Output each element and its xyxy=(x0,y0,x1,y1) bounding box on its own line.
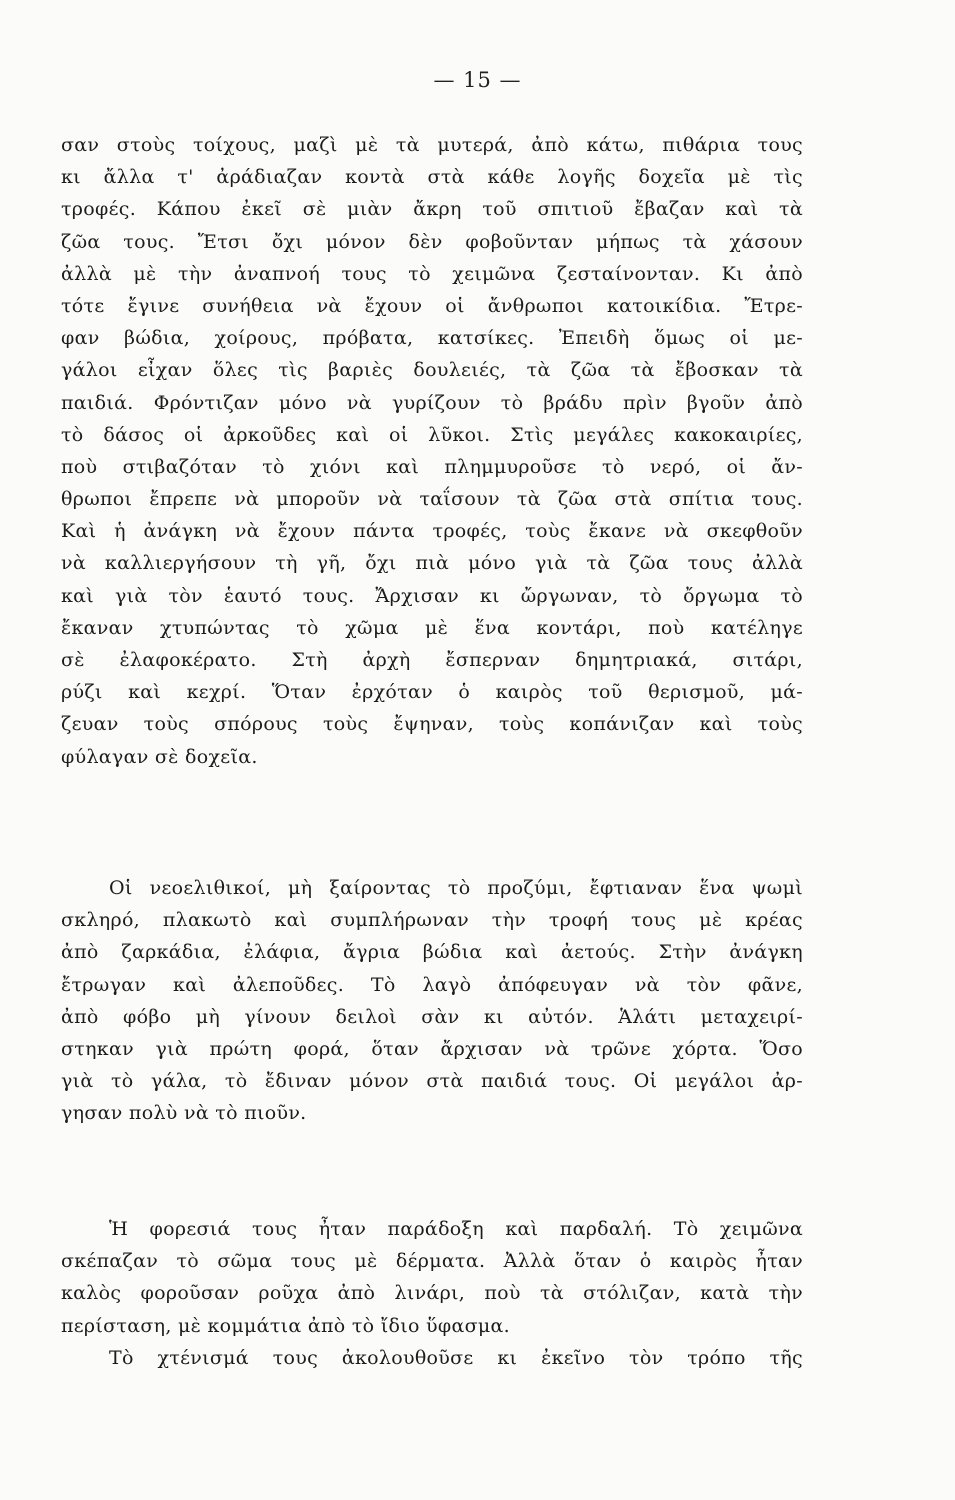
text-line: τροφές. Κάπου ἐκεῖ σὲ μιὰν ἄκρη τοῦ σπιτιοῦ ἔβαζαν καὶ τὰ xyxy=(61,198,803,221)
text-line: τότε ἔγινε συνήθεια νὰ ἔχουν οἱ ἄνθρωποι κατοικίδια. Ἔτρε- xyxy=(61,294,803,317)
text-line: παιδιά. Φρόντιζαν μόνο νὰ γυρίζουν τὸ βράδυ πρὶν βγοῦν ἀπὸ xyxy=(61,391,803,414)
text-line: ἔκαναν χτυπώντας τὸ χῶμα μὲ ἕνα κοντάρι, ποὺ κατέληγε xyxy=(61,616,803,639)
text-line: ρύζι καὶ κεχρί. Ὅταν ἐρχόταν ὁ καιρὸς τοῦ θερισμοῦ, μά- xyxy=(61,681,803,704)
text-line: ποὺ στιβαζόταν τὸ χιόνι καὶ πλημμυροῦσε τὸ νερό, οἱ ἄν- xyxy=(61,455,803,478)
text-line: σαν στοὺς τοίχους, μαζὶ μὲ τὰ μυτερά, ἀπὸ κάτω, πιθάρια τους xyxy=(61,134,803,156)
paragraph-3 xyxy=(61,1213,803,1374)
text-line: ἀλλὰ μὲ τὴν ἀναπνοή τους τὸ χειμῶνα ζεσταίνονταν. Κι ἀπὸ xyxy=(61,262,803,285)
text-line: σκληρό, πλακωτὸ καὶ συμπλήρωναν τὴν τροφή τους μὲ κρέας xyxy=(61,909,803,932)
paragraph-1 xyxy=(61,129,803,773)
text-line: γησαν πολὺ νὰ τὸ πιοῦν. xyxy=(61,1102,307,1125)
text-line: ἀπὸ φόβο μὴ γίνουν δειλοὶ σὰν κι αὐτόν. Ἁλάτι μεταχειρί- xyxy=(61,1005,803,1028)
text-line: ἔτρωγαν καὶ ἀλεποῦδες. Τὸ λαγὸ ἀπόφευγαν νὰ τὸν φᾶνε, xyxy=(61,973,803,996)
text-line: ζῶα τους. Ἔτσι ὄχι μόνον δὲν φοβοῦνταν μήπως τὰ χάσουν xyxy=(61,230,803,253)
text-line: στηκαν γιὰ πρώτη φορά, ὅταν ἄρχισαν νὰ τρῶνε χόρτα. Ὅσο xyxy=(61,1037,803,1060)
text-line: σὲ ἐλαφοκέρατο. Στὴ ἀρχὴ ἔσπερναν δημητριακά, σιτάρι, xyxy=(61,649,803,671)
page-number: — 15 — xyxy=(433,68,522,92)
text-line: γάλοι εἶχαν ὅλες τὶς βαριὲς δουλειές, τὰ ζῶα τὰ ἔβοσκαν τὰ xyxy=(61,359,803,382)
paragraph-2 xyxy=(61,872,803,1130)
text-line: Οἱ νεοελιθικοί, μὴ ξαίροντας τὸ προζύμι, ἔφτιαναν ἕνα ψωμὶ xyxy=(109,877,803,899)
text-line: θρωποι ἔπρεπε νὰ μποροῦν νὰ ταΐσουν τὰ ζῶα στὰ σπίτια τους. xyxy=(61,488,803,511)
text-line: ἀπὸ ζαρκάδια, ἐλάφια, ἄγρια βώδια καὶ ἀετούς. Στὴν ἀνάγκη xyxy=(61,941,803,964)
text-line: φύλαγαν σὲ δοχεῖα. xyxy=(61,745,258,768)
text-line: Καὶ ἡ ἀνάγκη νὰ ἔχουν πάντα τροφές, τοὺς ἔκανε νὰ σκεφθοῦν xyxy=(61,520,803,543)
text-line: Ἡ φορεσιά τους ἦταν παράδοξη καὶ παρδαλή. Τὸ χειμῶνα xyxy=(109,1218,803,1240)
text-line: σκέπαζαν τὸ σῶμα τους μὲ δέρματα. Ἀλλὰ ὅταν ὁ καιρὸς ἦταν xyxy=(61,1250,803,1273)
text-line: καλὸς φοροῦσαν ροῦχα ἀπὸ λινάρι, ποὺ τὰ στόλιζαν, κατὰ τὴν xyxy=(61,1282,803,1305)
text-line: κι ἄλλα τ' ἀράδιαζαν κοντὰ στὰ κάθε λογῆς δοχεῖα μὲ τὶς xyxy=(61,166,803,189)
text-line: ζευαν τοὺς σπόρους τοὺς ἔψηναν, τοὺς κοπάνιζαν καὶ τοὺς xyxy=(61,713,803,736)
text-line: καὶ γιὰ τὸν ἑαυτό τους. Ἄρχισαν κι ὤργωναν, τὸ ὄργωμα τὸ xyxy=(61,584,803,607)
text-line: φαν βώδια, χοίρους, πρόβατα, κατσίκες. Ἐπειδὴ ὅμως οἱ με- xyxy=(61,327,803,350)
text-line: Τὸ χτένισμά τους ἀκολουθοῦσε κι ἐκεῖνο τὸν τρόπο τῆς xyxy=(109,1346,803,1369)
text-line: περίσταση, μὲ κομμάτια ἀπὸ τὸ ἴδιο ὕφασμα. xyxy=(61,1314,511,1337)
text-line: τὸ δάσος οἱ ἀρκοῦδες καὶ οἱ λῦκοι. Στὶς μεγάλες κακοκαιρίες, xyxy=(61,423,803,446)
text-line: γιὰ τὸ γάλα, τὸ ἔδιναν μόνον στὰ παιδιά τους. Οἱ μεγάλοι ἀρ- xyxy=(61,1070,803,1093)
text-line: νὰ καλλιεργήσουν τὴ γῆ, ὄχι πιὰ μόνο γιὰ τὰ ζῶα τους ἀλλὰ xyxy=(61,552,803,575)
